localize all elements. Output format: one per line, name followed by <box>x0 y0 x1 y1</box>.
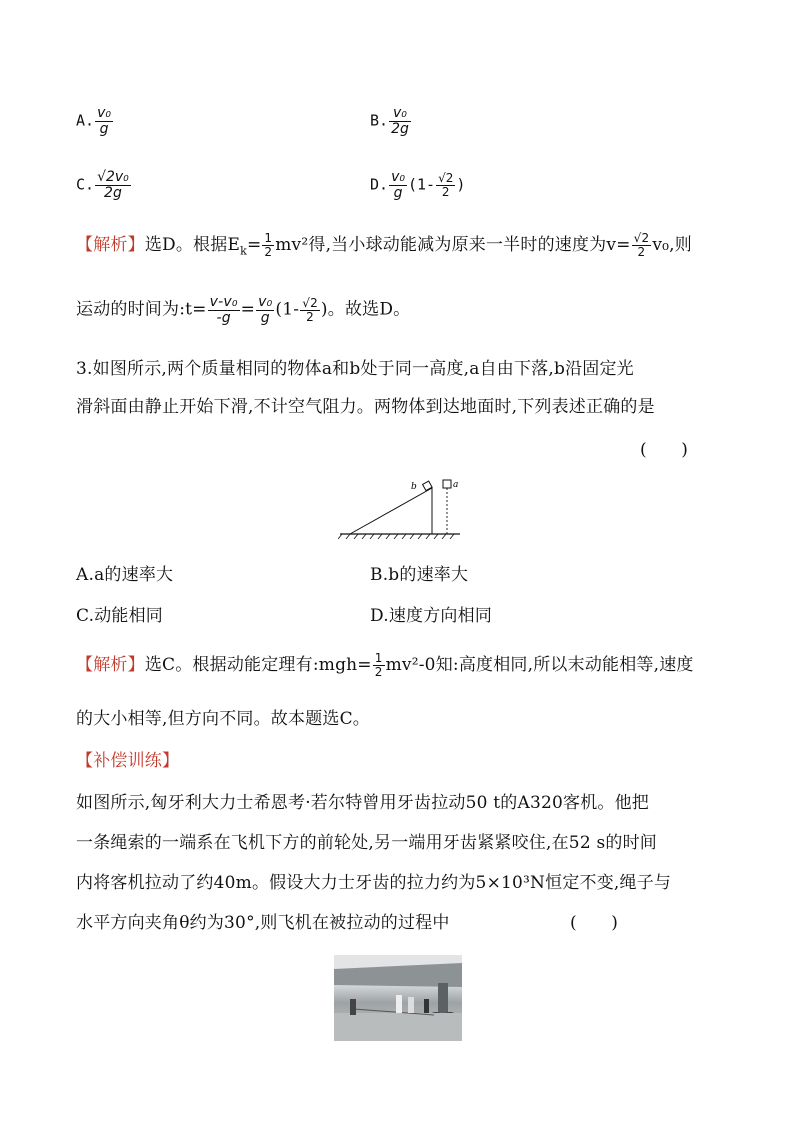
compensation-line1: 如图所示,匈牙利大力士希恩考·若尔特曾用牙齿拉动50 t的A320客机。他把 <box>76 793 649 813</box>
option-a: A. $\frac{\text{v₀}}{g}$ <box>76 105 111 137</box>
compensation-line4: 水平方向夹角θ约为30°,则飞机在被拉动的过程中 <box>76 913 450 933</box>
question3-line1: 3.如图所示,两个质量相同的物体a和b处于同一高度,a自由下落,b沿固定光 <box>76 359 634 379</box>
question3-answer-blank: ( ) <box>640 440 689 460</box>
incline-figure <box>338 474 462 540</box>
compensation-line3: 内将客机拉动了约40m。假设大力士牙齿的拉力约为5×10³N恒定不变,绳子与 <box>76 873 672 893</box>
label-b: b <box>411 482 417 492</box>
compensation-tag: 【补偿训练】 <box>76 751 180 771</box>
airplane-photo-drawing <box>334 955 462 1041</box>
option-c: C. $\frac{\text{√2v₀}}{2g}$ <box>76 169 129 201</box>
q3-option-b: B.b的速率大 <box>370 565 469 585</box>
q3-option-d: D.速度方向相同 <box>370 606 493 626</box>
analysis-q3-line1: 【解析】选C。根据动能定理有:mgh= $\frac{1}{2}$ mv²-0知:高度相同,所以末动能相等,速度 <box>76 651 694 679</box>
analysis-tag: 【解析】 <box>76 235 145 255</box>
q3-option-a: A.a的速率大 <box>76 565 174 585</box>
option-b: B. $\frac{\text{v₀}}{2g}$ <box>370 105 409 137</box>
ground-hatching <box>338 534 454 539</box>
analysis-q2-line1: 【解析】选D。根据$E_k=$ $\frac{1}{2}$ mv²得,当小球动能减为原来一半时的速度为v= $\frac{√2}{2}$ v₀,则 <box>76 231 692 259</box>
airplane-photo <box>334 955 462 1041</box>
compensation-answer-blank: ( ) <box>570 913 619 933</box>
compensation-line2: 一条绳索的一端系在飞机下方的前轮处,另一端用牙齿紧紧咬住,在52 s的时间 <box>76 833 657 853</box>
label-a: a <box>453 480 459 490</box>
block-a <box>443 480 451 488</box>
question3-line2: 滑斜面由静止开始下滑,不计空气阻力。两物体到达地面时,下列表述正确的是 <box>76 397 655 417</box>
q3-option-c: C.动能相同 <box>76 606 164 626</box>
option-d: D. $\frac{\text{v₀}}{g}$ (1- $\frac{√2}{2}$ ) <box>370 169 466 201</box>
analysis-tag: 【解析】 <box>76 655 145 675</box>
analysis-q2-line2: 运动的时间为:t= $\frac{\text{v-v₀}}{-g}$ = $\frac{\text{v₀}}{g}$ (1- $\frac{√2}{2}$ )。故选D。 <box>76 294 411 326</box>
analysis-q3-line2: 的大小相等,但方向不同。故本题选C。 <box>76 709 371 729</box>
incline-wedge <box>350 488 432 534</box>
